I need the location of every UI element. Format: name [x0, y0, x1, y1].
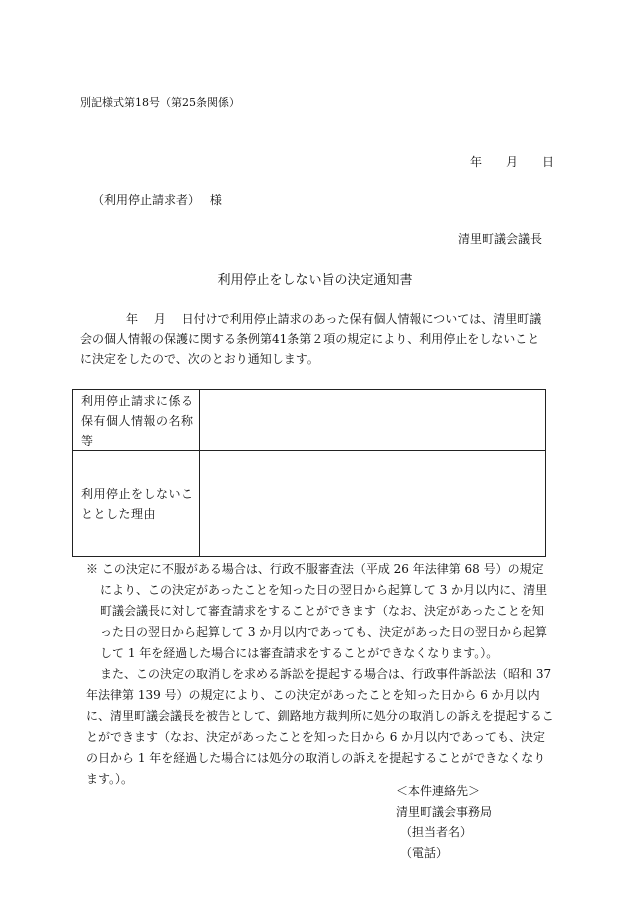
note-lawsuit: また、この決定の取消しを求める訴訟を提起する場合は、行政事件訴訟法（昭和 37 年法律第 139 号）の規定により、この決定があったことを知った日から 6 か月以内に、清里町議会議長を被告として、釧路地方裁判所に処分の取消しの訴えを提起することができます（なお、決定があったことを知った日から 6 か月以内であっても、決定の日から 1 年を経過した場合には処分の取消しの訴えを提起することができなくなります。）。: [86, 667, 554, 786]
note-appeal: ※ この決定に不服がある場合は、行政不服審査法（平成 26 年法律第 68 号）の規定により、この決定があったことを知った日の翌日から起算して 3 か月以内に、清里町議会議長に対して審査請求をすることができます（なお、決定があったことを知った日の翌日から起算して 3 か月以内であっても、決定があった日の翌日から起算して 1 年を経過した場合には審査請求をすることができなくなります。）。: [86, 562, 548, 660]
form-number: 別記様式第18号（第25条関係）: [80, 96, 240, 109]
table-row-label: 利用停止請求に係る保有個人情報の名称等: [81, 394, 194, 448]
contact-person: （担当者名）: [400, 825, 473, 839]
body-paragraph: [80, 309, 550, 369]
contact-phone: （電話）: [400, 845, 449, 860]
body-text: 年 月 日付けで利用停止請求のあった保有個人情報については、清里町議会の個人情報の保護に関する条例第41条第２項の規定により、利用停止をしないことに決定をしたので、次のとおり通知します。: [80, 312, 542, 366]
addressee: （利用停止請求者） 様: [92, 193, 222, 207]
contact-office: 清里町議会事務局: [396, 804, 493, 819]
date-field: 年 月 日: [470, 155, 555, 169]
notes-section: [86, 559, 554, 790]
contact-heading: ＜本件連絡先＞: [396, 784, 481, 798]
table-row-label: 利用停止をしないこととした理由: [81, 487, 194, 521]
document-title: 利用停止をしない旨の決定通知書: [217, 273, 413, 288]
contact-block: [396, 781, 492, 863]
sender-name: 清里町議会議長: [458, 232, 543, 246]
info-table: [72, 389, 546, 557]
table-column-divider: [199, 390, 200, 556]
